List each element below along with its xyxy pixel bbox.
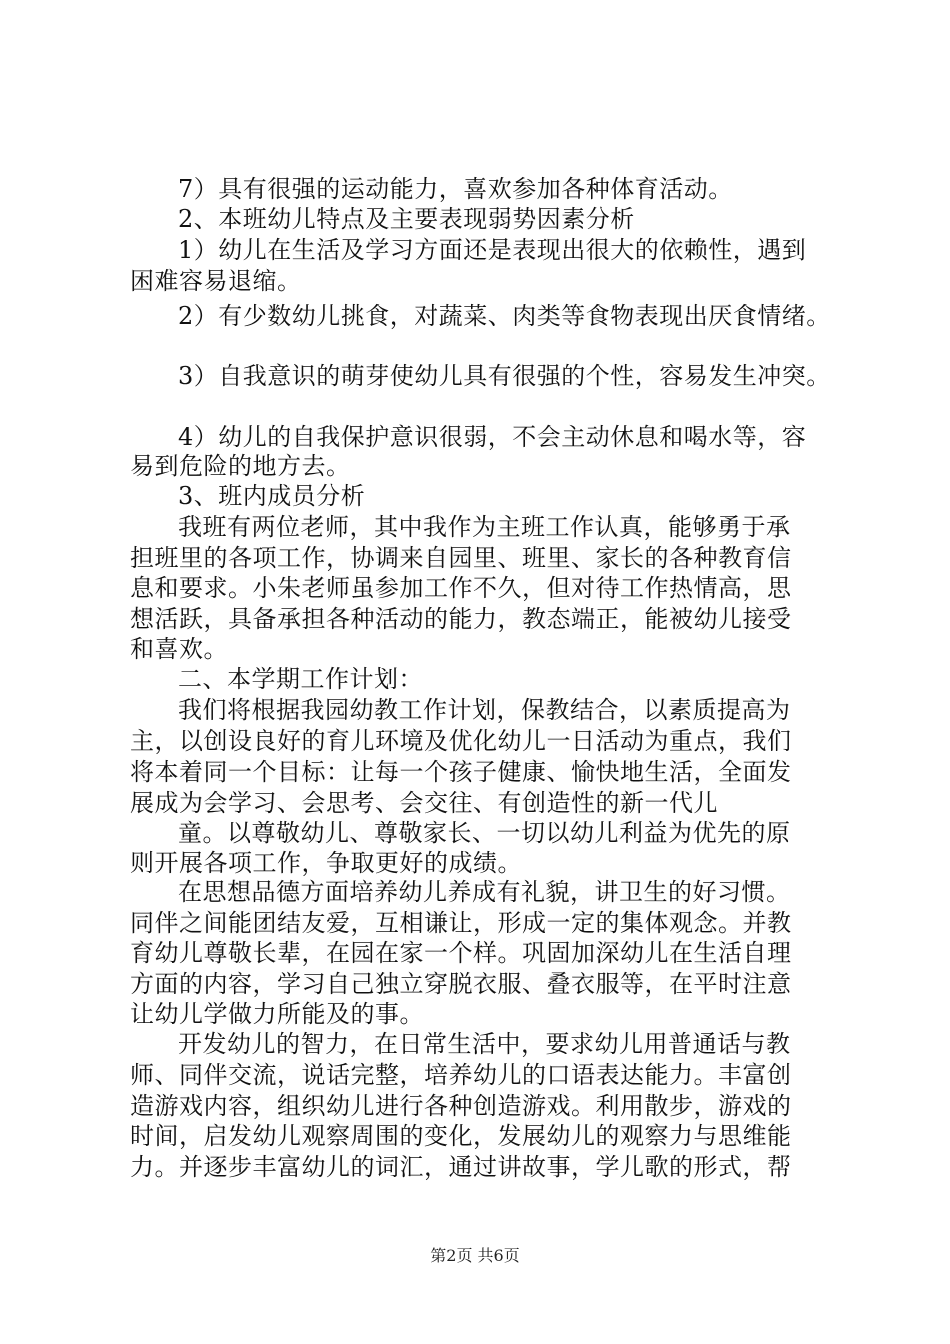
text-line: 展成为会学习、会思考、会交往、有创造性的新一代儿 xyxy=(130,789,718,817)
text-line: 让幼儿学做力所能及的事。 xyxy=(130,1000,424,1028)
text-line: 困难容易退缩。 xyxy=(130,267,302,295)
text-line: 易到危险的地方去。 xyxy=(130,452,351,480)
text-line: 担班里的各项工作，协调来自园里、班里、家长的各种教育信 xyxy=(130,544,792,572)
text-line: 育幼儿尊敬长辈，在园在家一个样。巩固加深幼儿在生活自理 xyxy=(130,939,792,967)
text-line: 主，以创设良好的育儿环境及优化幼儿一日活动为重点，我们 xyxy=(130,727,792,755)
text-line: 我班有两位老师，其中我作为主班工作认真，能够勇于承 xyxy=(178,513,791,541)
text-line: 4）幼儿的自我保护意识很弱，不会主动休息和喝水等，容 xyxy=(178,423,807,451)
text-line: 想活跃，具备承担各种活动的能力，教态端正，能被幼儿接受 xyxy=(130,605,792,633)
text-line: 息和要求。小朱老师虽参加工作不久，但对待工作热情高，思 xyxy=(130,574,792,602)
text-line: 将本着同一个目标：让每一个孩子健康、愉快地生活，全面发 xyxy=(130,758,792,786)
text-line: 1）幼儿在生活及学习方面还是表现出很大的依赖性，遇到 xyxy=(178,236,807,264)
text-line: 7）具有很强的运动能力，喜欢参加各种体育活动。 xyxy=(178,175,733,203)
text-line: 3）自我意识的萌芽使幼儿具有很强的个性，容易发生冲突。 xyxy=(178,362,831,390)
text-line: 童。以尊敬幼儿、尊敬家长、一切以幼儿利益为优先的原 xyxy=(178,819,791,847)
text-line: 方面的内容，学习自己独立穿脱衣服、叠衣服等，在平时注意 xyxy=(130,970,792,998)
text-line: 则开展各项工作，争取更好的成绩。 xyxy=(130,849,522,877)
section-heading: 3、班内成员分析 xyxy=(178,482,366,510)
section-heading: 二、本学期工作计划： xyxy=(178,665,423,693)
text-line: 在思想品德方面培养幼儿养成有礼貌，讲卫生的好习惯。 xyxy=(178,878,791,906)
text-line: 造游戏内容，组织幼儿进行各种创造游戏。利用散步，游戏的 xyxy=(130,1092,792,1120)
text-line: 力。并逐步丰富幼儿的词汇，通过讲故事，学儿歌的形式，帮 xyxy=(130,1153,792,1181)
text-line: 时间，启发幼儿观察周围的变化，发展幼儿的观察力与思维能 xyxy=(130,1122,792,1150)
text-line: 开发幼儿的智力，在日常生活中，要求幼儿用普通话与教 xyxy=(178,1030,791,1058)
text-line: 2）有少数幼儿挑食，对蔬菜、肉类等食物表现出厌食情绪。 xyxy=(178,302,831,330)
section-heading: 2、本班幼儿特点及主要表现弱势因素分析 xyxy=(178,205,635,233)
text-line: 和喜欢。 xyxy=(130,635,228,663)
page-footer: 第2页 共6页 xyxy=(430,1246,520,1265)
text-line: 同伴之间能团结友爱，互相谦让，形成一定的集体观念。并教 xyxy=(130,909,792,937)
text-line: 我们将根据我园幼教工作计划，保教结合，以素质提高为 xyxy=(178,696,791,724)
text-line: 师、同伴交流，说话完整，培养幼儿的口语表达能力。丰富创 xyxy=(130,1061,792,1089)
